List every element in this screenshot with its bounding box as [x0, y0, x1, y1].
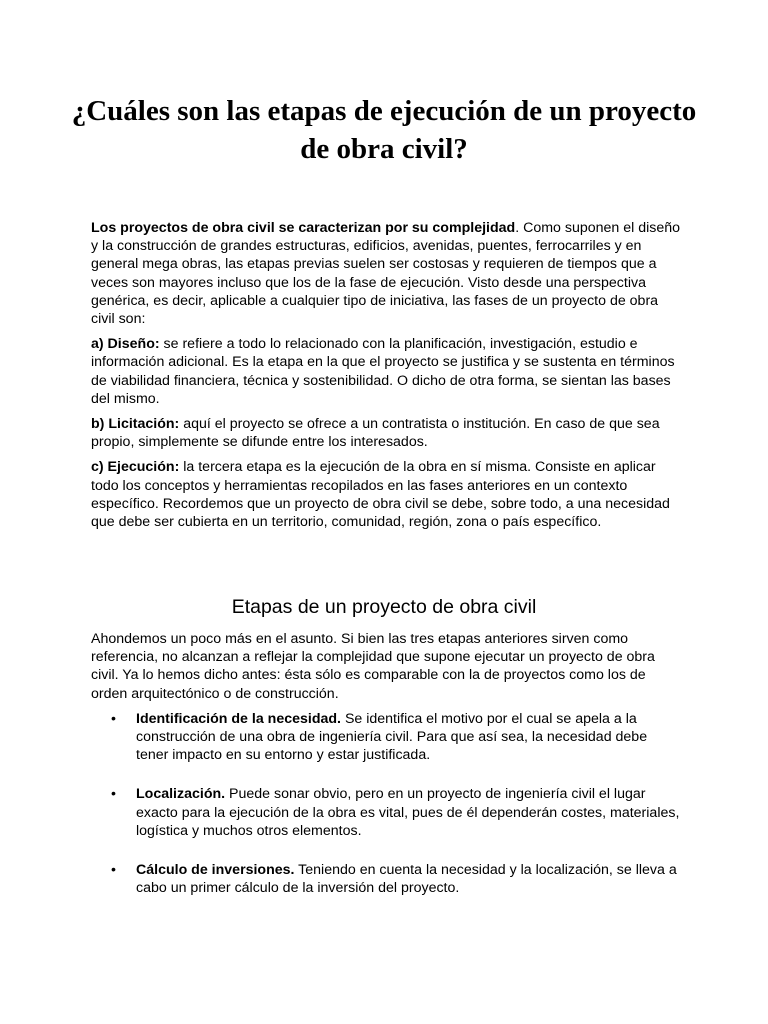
section-heading: Etapas de un proyecto de obra civil	[231, 596, 537, 618]
list-item-text: Se identifica el motivo por el cual se apela a la construcción de una obra de ingeniería civil. Para que así sea, la necesidad debe tener impacto en su entorno y estar justificada.	[136, 710, 648, 764]
intro-lead-text: . Como suponen el diseño y la construcción de grandes estructuras, edificios, avenidas, puentes, ferrocarriles y en general mega obras, las etapas previas suelen ser costosas y requieren de tiempos que a veces son mayores incluso que los de la fase de ejecución. Visto desde una perspectiva genérica, es decir, aplicable a cualquier tipo de iniciativa, las fases de un proyecto de obra civil son:	[91, 220, 681, 328]
list-item-label: Localización.	[136, 786, 226, 803]
stages-section	[91, 630, 681, 918]
list-item	[91, 785, 681, 840]
list-item-text: Puede sonar obvio, pero en un proyecto de ingeniería civil el lugar exacto para la ejecución de la obra es vital, pues de él dependerán costes, materiales, logística y muchos otros elementos.	[136, 786, 680, 839]
phase-label: b) Licitación:	[91, 416, 180, 433]
list-item-text: Teniendo en cuenta la necesidad y la localización, se lleva a cabo un primer cálculo de la inversión del proyecto.	[136, 862, 677, 897]
phase-paragraph-diseno	[91, 335, 681, 408]
list-item	[91, 861, 681, 897]
phase-label: c) Ejecución:	[91, 459, 180, 476]
intro-paragraph	[91, 219, 681, 328]
list-item-label: Cálculo de inversiones.	[136, 862, 295, 879]
phase-text: aquí el proyecto se ofrece a un contratista o institución. En caso de que sea propio, simplemente se difunde entre los interesados.	[91, 416, 660, 451]
bullet-icon: •	[111, 862, 116, 879]
page-title: ¿Cuáles son las etapas de ejecución de un proyecto de obra civil?	[71, 95, 697, 165]
phase-paragraph-licitacion	[91, 415, 681, 451]
bullet-icon: •	[111, 710, 116, 727]
phase-label: a) Diseño:	[91, 336, 160, 353]
section-paragraph: Ahondemos un poco más en el asunto. Si bien las tres etapas anteriores sirven como referencia, no alcanzan a reflejar la complejidad que supone ejecutar un proyecto de obra civil. Ya lo hemos dicho antes: ésta sólo es comparable con la de proyectos como los de orden arquitectónico o de construcción.	[91, 631, 655, 702]
list-item-label: Identificación de la necesidad.	[136, 710, 341, 727]
phase-text: se refiere a todo lo relacionado con la planificación, investigación, estudio e información adicional. Es la etapa en la que el proyecto se justifica y se sustenta en términos de viabilidad financiera, técnica y sostenibilidad. O dicho de otra forma, se sientan las bases del mismo.	[91, 336, 675, 407]
stages-list	[91, 710, 681, 898]
phase-paragraph-ejecucion	[91, 458, 681, 531]
intro-section	[91, 219, 681, 538]
phase-text: la tercera etapa es la ejecución de la obra en sí misma. Consiste en aplicar todo los conceptos y herramientas recopilados en las fases anteriores en un contexto específico. Recordemos que un proyecto de obra civil se debe, sobre todo, a una necesidad que debe ser cubierta en un territorio, comunidad, región, zona o país específico.	[91, 459, 670, 531]
bullet-icon: •	[111, 786, 116, 803]
intro-lead-bold: Los proyectos de obra civil se caracterizan por su complejidad	[91, 220, 516, 236]
list-item	[91, 710, 681, 765]
